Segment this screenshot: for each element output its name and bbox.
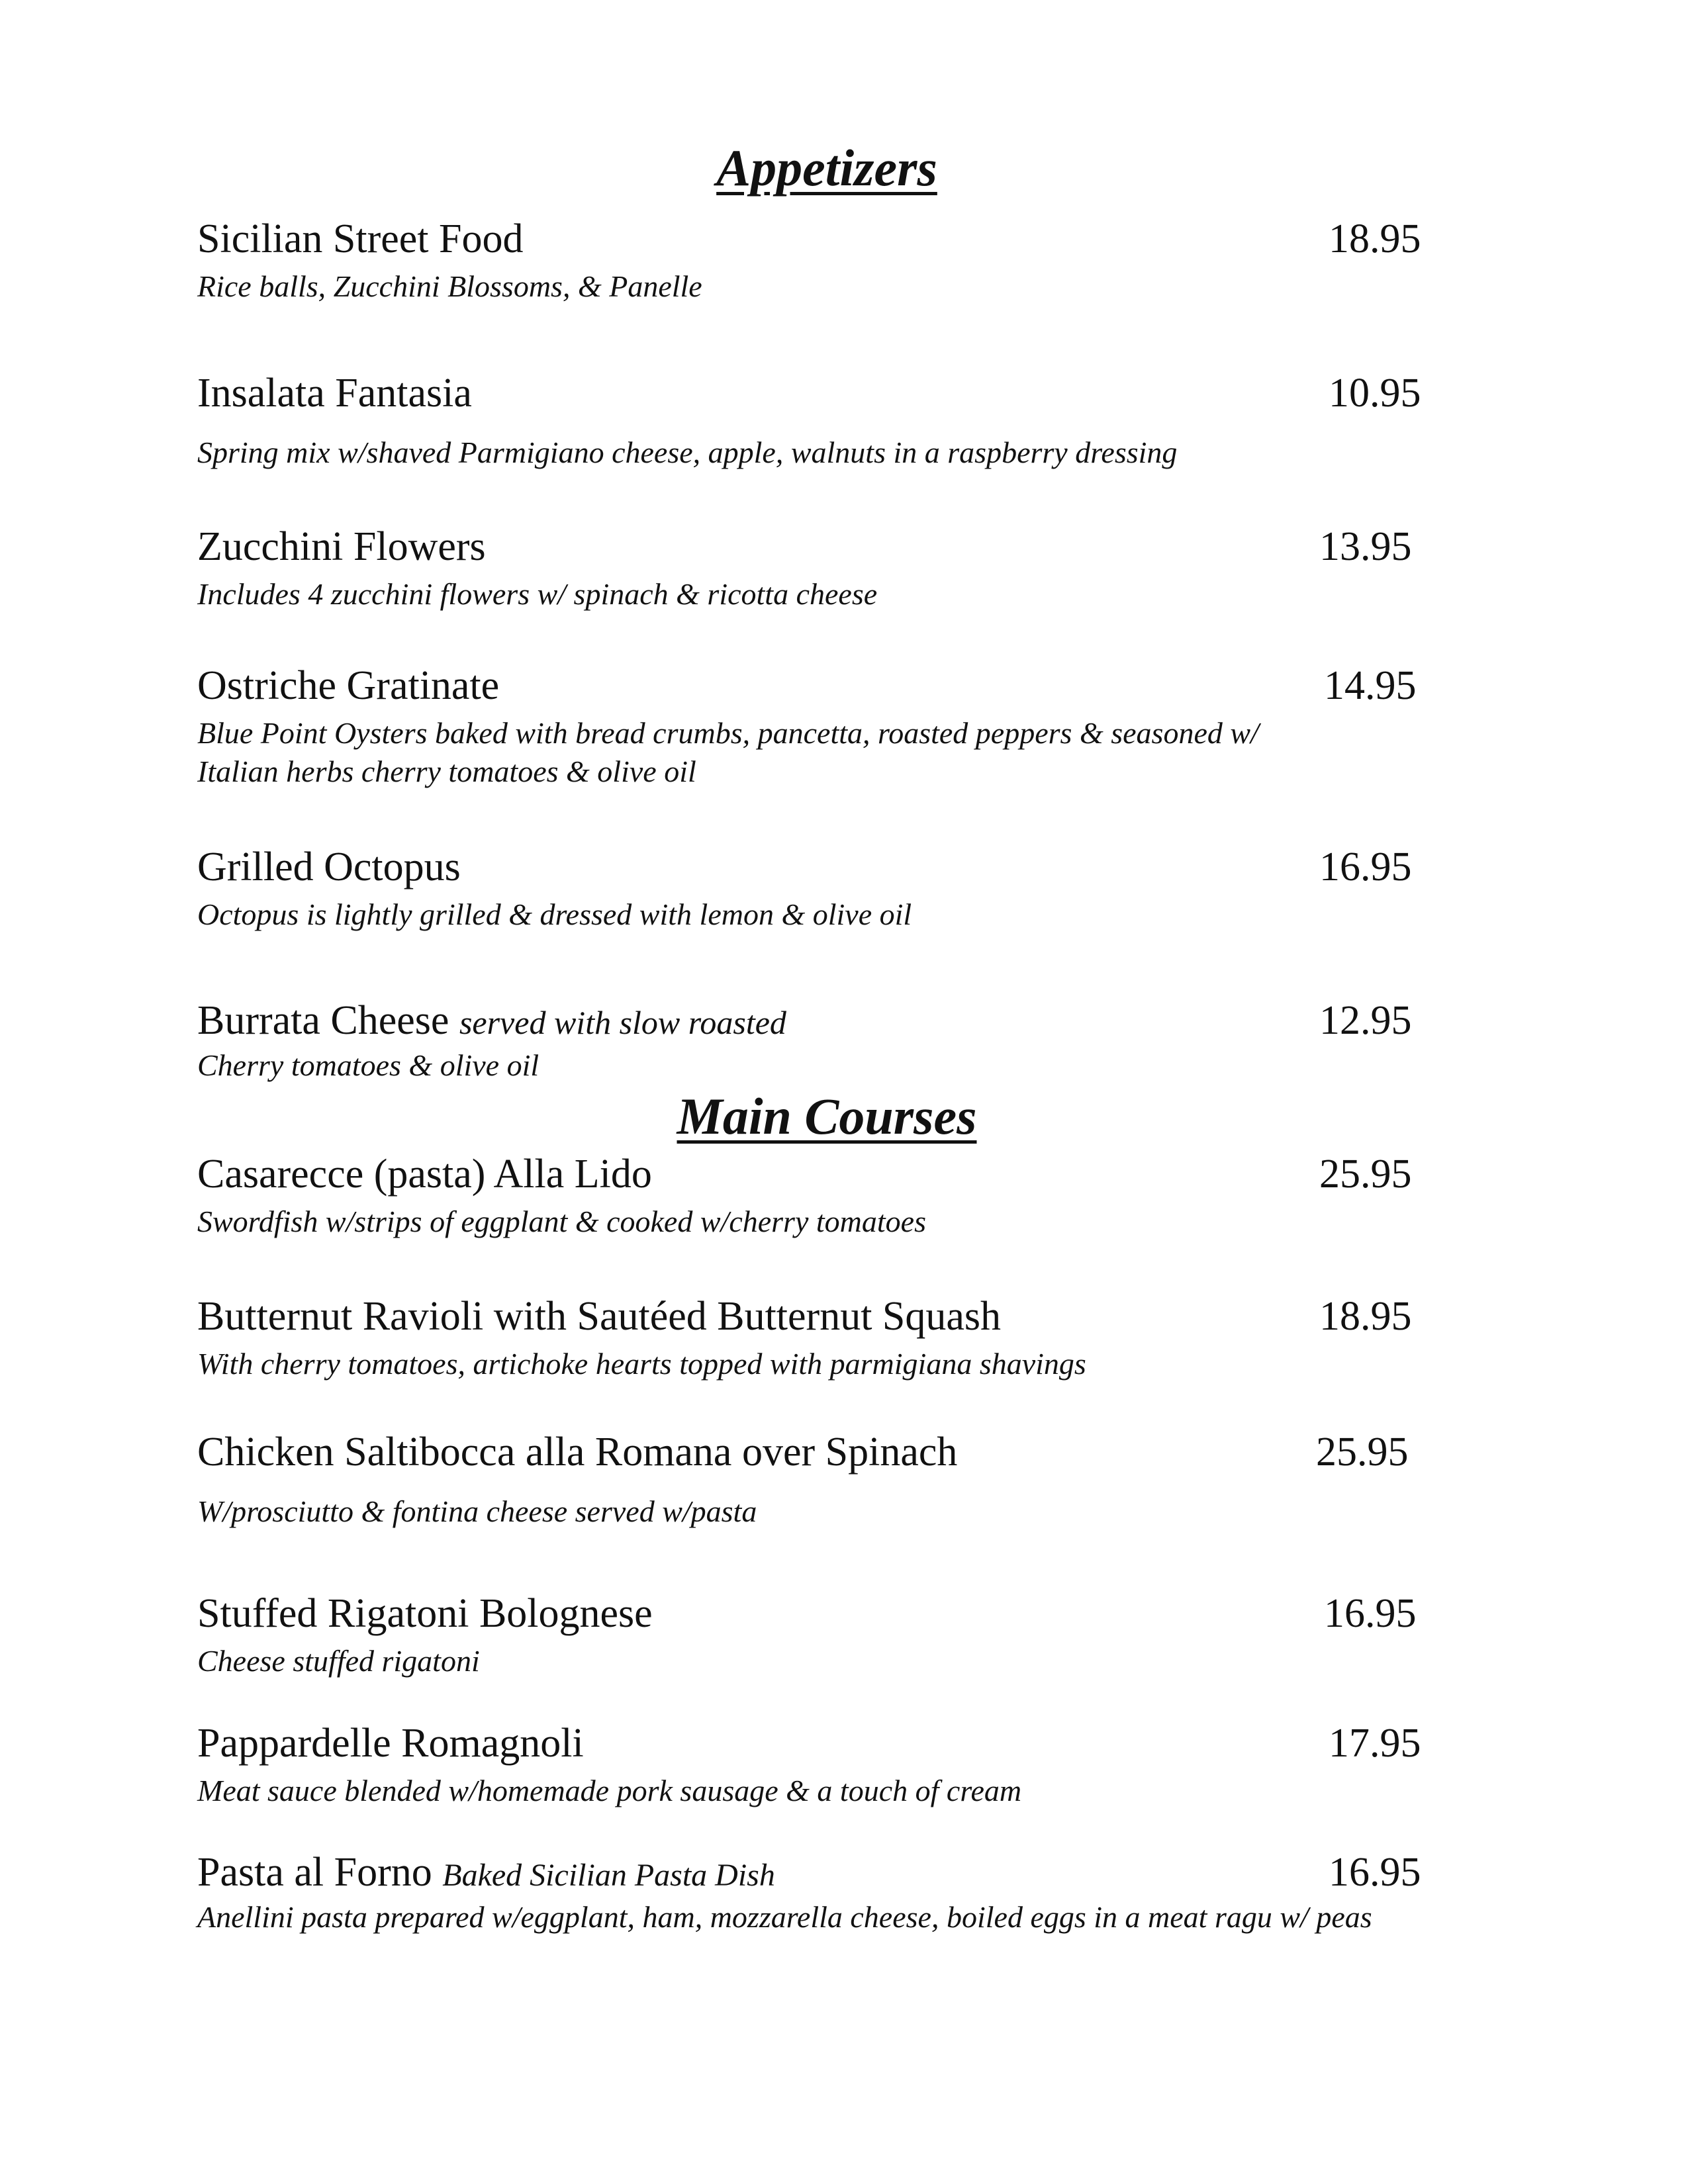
menu-item <box>197 1723 1429 1810</box>
item-description: Anellini pasta prepared w/eggplant, ham, mozzarella cheese, boiled eggs in a meat ragu w/ peas <box>197 1900 1372 1934</box>
item-price: 18.95 <box>1329 216 1421 261</box>
item-description: Cherry tomatoes & olive oil <box>197 1048 539 1082</box>
item-description: Spring mix w/shaved Parmigiano cheese, apple, walnuts in a raspberry dressing <box>197 435 1178 469</box>
item-price: 18.95 <box>1319 1294 1412 1339</box>
menu-item <box>197 1852 1429 1936</box>
appetizers-heading: Appetizers <box>716 139 937 197</box>
item-name: Butternut Ravioli with Sautéed Butternut Squash <box>197 1294 1002 1339</box>
item-description: Swordfish w/strips of eggplant & cooked w/cherry tomatoes <box>197 1205 926 1238</box>
item-price: 12.95 <box>1319 998 1412 1043</box>
item-name-row <box>197 1000 1429 1041</box>
main-courses-heading: Main Courses <box>677 1087 977 1145</box>
item-price: 14.95 <box>1324 663 1417 708</box>
item-name: Grilled Octopus <box>197 844 461 889</box>
item-price: 13.95 <box>1319 524 1412 569</box>
item-name: Chicken Saltibocca alla Romana over Spinach <box>197 1430 958 1475</box>
menu-item <box>197 1593 1429 1680</box>
item-description: Octopus is lightly grilled & dressed with lemon & olive oil <box>197 897 912 931</box>
item-name: Zucchini Flowers <box>197 524 486 569</box>
item-name: Pappardelle Romagnoli <box>197 1721 584 1766</box>
item-description: Includes 4 zucchini flowers w/ spinach & ricotta cheese <box>197 577 878 611</box>
item-name: Stuffed Rigatoni Bolognese <box>197 1591 653 1636</box>
item-name: Sicilian Street Food <box>197 216 524 261</box>
item-price: 25.95 <box>1319 1152 1412 1197</box>
item-name: Ostriche Gratinate <box>197 663 500 708</box>
item-name-suffix: Baked Sicilian Pasta Dish <box>442 1858 775 1893</box>
menu-item <box>197 373 1429 472</box>
item-price: 10.95 <box>1329 371 1421 416</box>
menu-item <box>197 218 1429 306</box>
item-description: W/prosciutto & fontina cheese served w/pasta <box>197 1494 757 1528</box>
item-price: 16.95 <box>1324 1591 1417 1636</box>
item-description: Cheese stuffed rigatoni <box>197 1644 480 1678</box>
item-price: 16.95 <box>1329 1850 1421 1895</box>
menu-item <box>197 526 1429 614</box>
menu-item <box>197 1154 1429 1241</box>
menu-item <box>197 1000 1429 1085</box>
item-description: Blue Point Oysters baked with bread crumbs, pancetta, roasted peppers & seasoned w/ Italian herbs cherry tomatoes & olive oil <box>197 716 1259 788</box>
menu-item <box>197 665 1336 791</box>
item-price: 16.95 <box>1319 844 1412 889</box>
menu-item <box>197 1432 1429 1531</box>
menu-item <box>197 846 1429 934</box>
item-description: Meat sauce blended w/homemade pork sausage & a touch of cream <box>197 1774 1022 1807</box>
item-price: 17.95 <box>1329 1721 1421 1766</box>
item-name: Pasta al Forno <box>197 1850 432 1895</box>
item-name: Insalata Fantasia <box>197 371 472 416</box>
item-price: 25.95 <box>1316 1430 1409 1475</box>
item-name-row <box>197 1852 1429 1893</box>
item-name: Burrata Cheese <box>197 998 449 1043</box>
item-description: Rice balls, Zucchini Blossoms, & Panelle <box>197 269 702 303</box>
item-name-suffix: served with slow roasted <box>459 1004 786 1041</box>
menu-item <box>197 1296 1429 1383</box>
item-name: Casarecce (pasta) Alla Lido <box>197 1152 652 1197</box>
item-description: With cherry tomatoes, artichoke hearts topped with parmigiana shavings <box>197 1347 1086 1381</box>
